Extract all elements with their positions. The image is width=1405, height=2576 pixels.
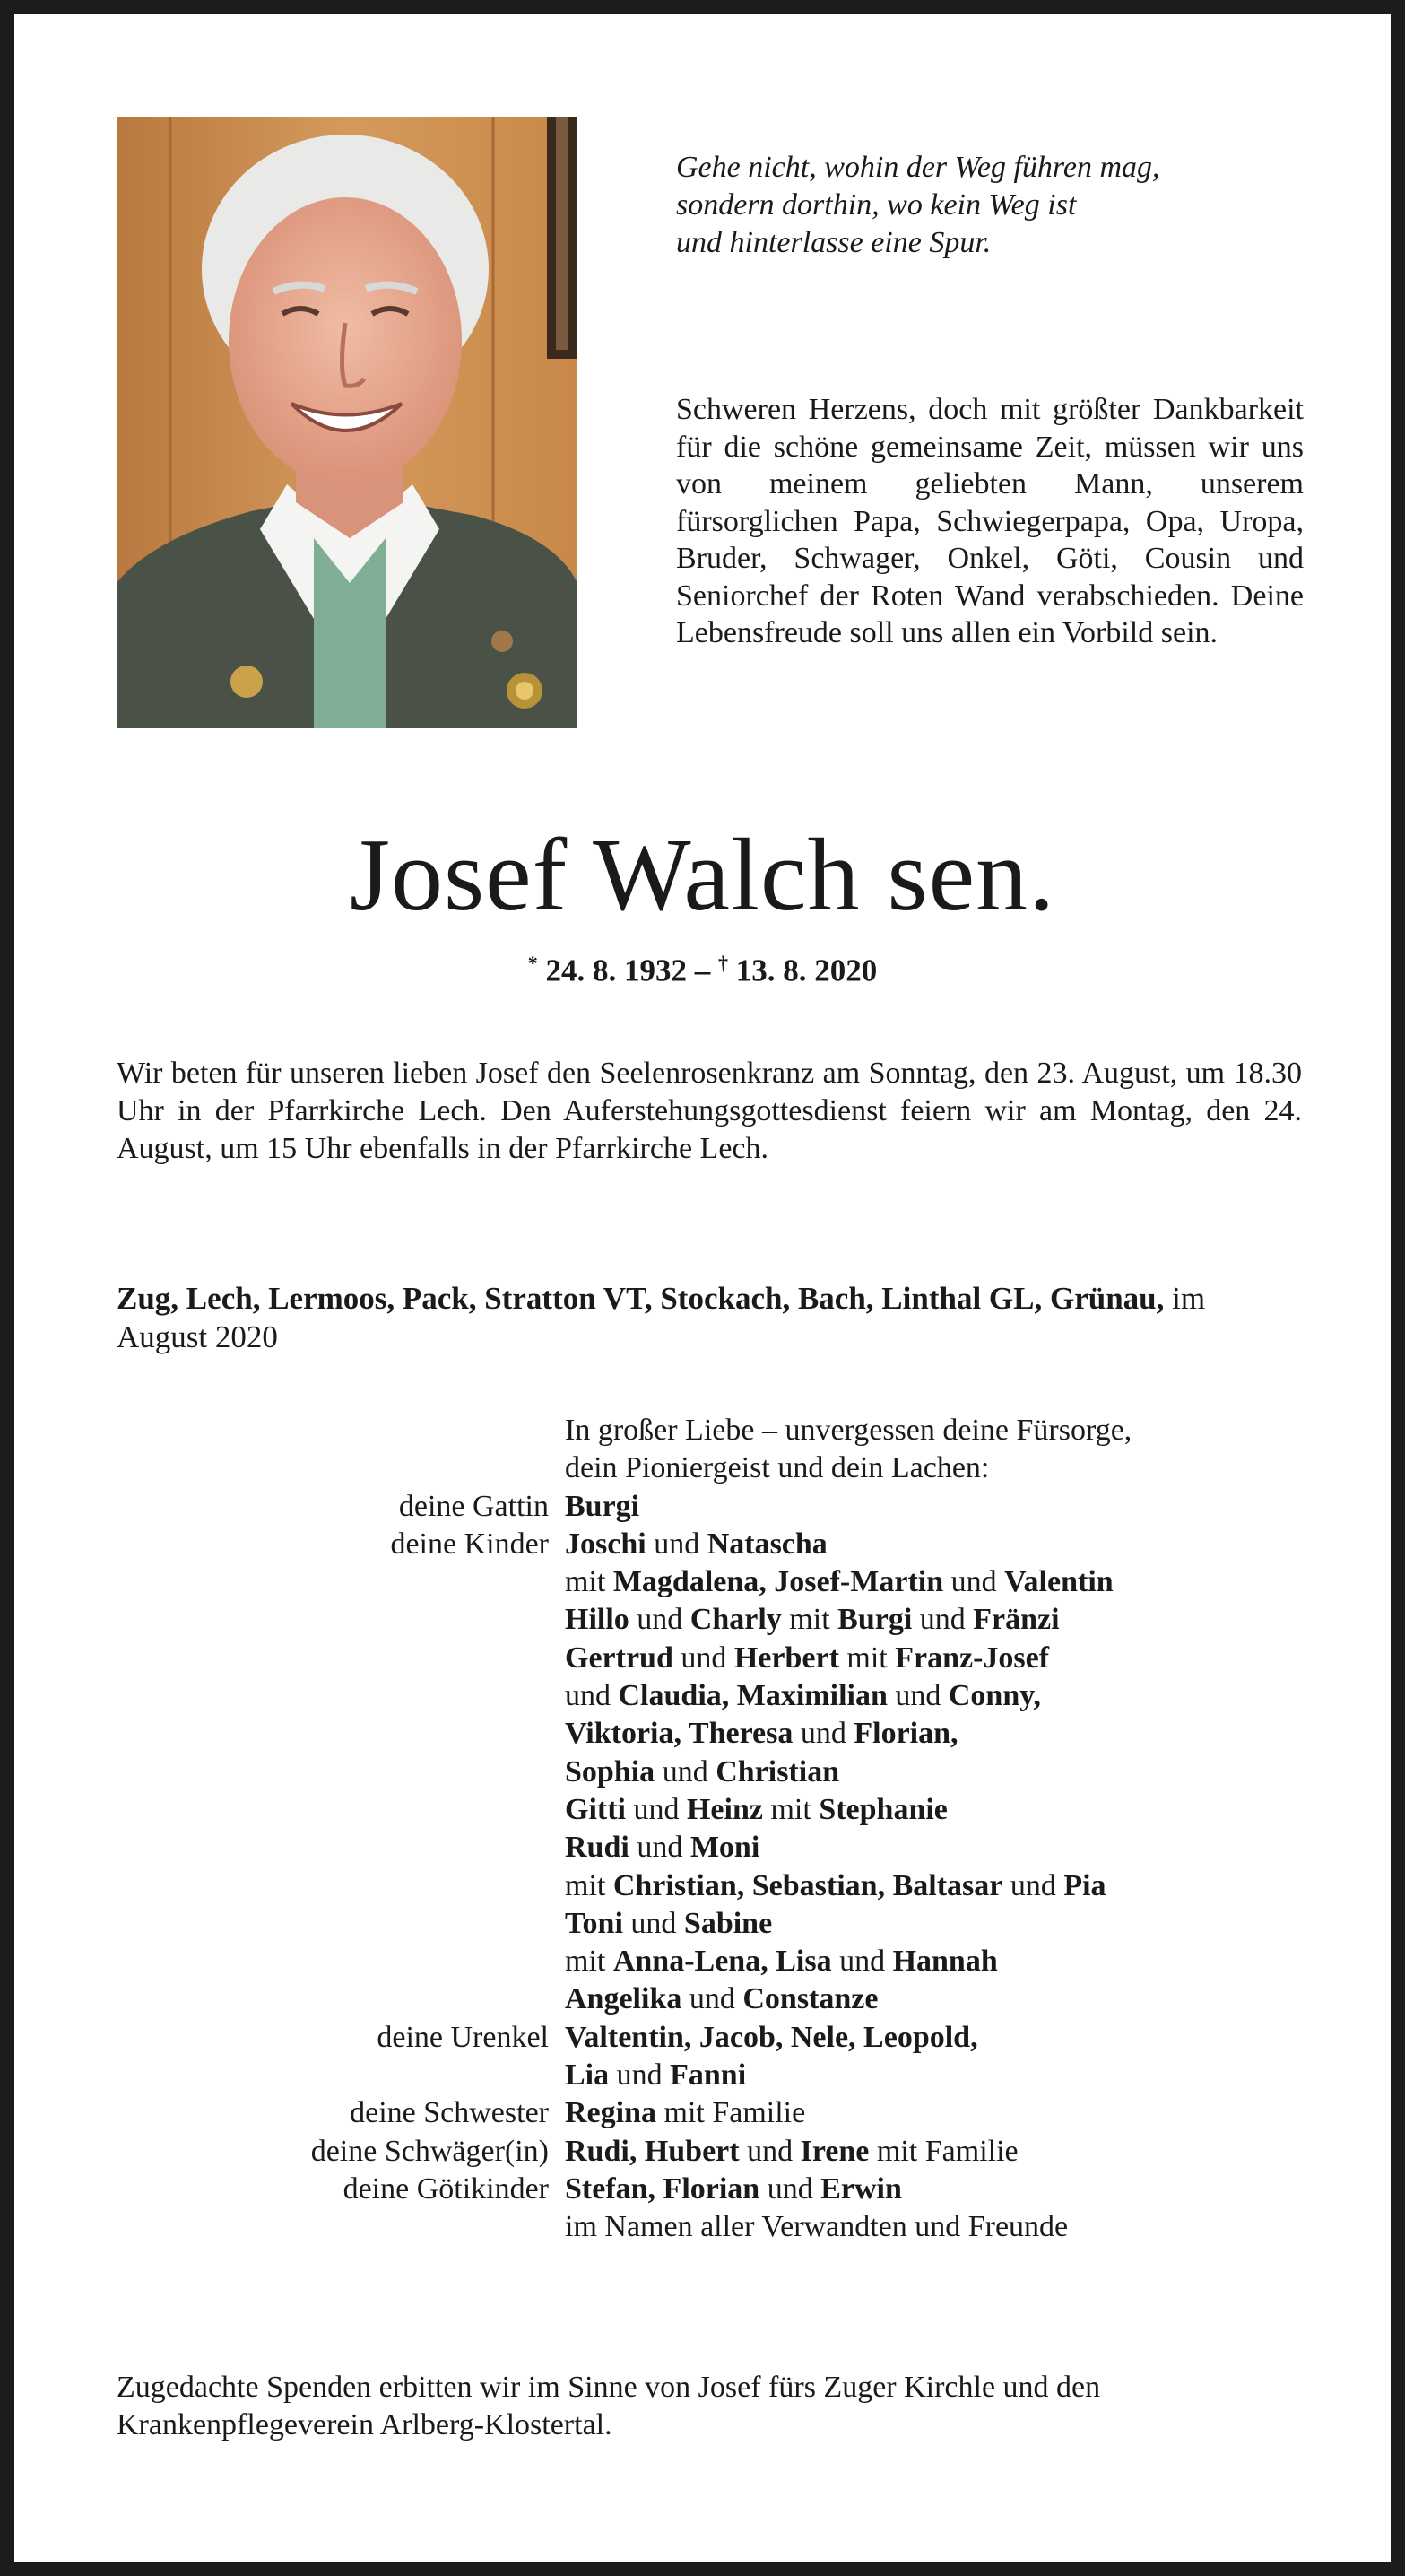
family-connector-text: mit Familie: [869, 2134, 1019, 2168]
family-row: [14, 2171, 1391, 2208]
family-member-name: Magdalena, Josef-Martin: [612, 1565, 944, 1599]
family-row: [14, 1754, 1391, 1791]
family-members: [565, 2208, 1354, 2246]
family-relation-label: [14, 1677, 565, 1715]
family-members: [565, 1412, 1354, 1449]
family-members: [565, 2057, 1354, 2094]
family-members: [565, 2171, 1354, 2208]
family-member-name: Burgi: [565, 1489, 640, 1523]
mass-announcement: Wir beten für unseren lieben Josef den Seelenrosenkranz am Sonntag, den 23. August, um 18.30 Uhr in der Pfarrkirche Lech. Den Auferstehungsgottesdienst feiern wir am Montag, den 24. August, um 15 Uhr ebenfalls in der Pfarrkirche Lech.: [117, 1057, 1302, 1165]
death-symbol: †: [718, 952, 728, 974]
family-connector-text: mit: [565, 1868, 613, 1902]
family-member-name: Constanze: [742, 1982, 879, 2016]
family-row: [14, 1563, 1391, 1601]
family-member-name: Rudi: [565, 1831, 629, 1865]
places-list: Zug, Lech, Lermoos, Pack, Stratton VT, Stockach, Bach, Linthal GL, Grünau,: [117, 1281, 1165, 1316]
family-connector-text: und: [739, 2134, 801, 2168]
family-connector-text: mit Familie: [656, 2096, 806, 2130]
family-relation-label: [14, 1715, 565, 1753]
family-relation-label: [14, 1791, 565, 1829]
family-members: [565, 1943, 1354, 1980]
family-member-name: Rudi, Hubert: [565, 2134, 740, 2168]
family-member-name: Gertrud: [565, 1640, 673, 1675]
family-relation-label: deine Urenkel: [377, 2020, 549, 2054]
family-members: [565, 1640, 1354, 1677]
family-members: [565, 1601, 1354, 1639]
family-relation-label: [14, 1412, 565, 1449]
family-connector-text: und: [793, 1717, 854, 1751]
family-relation-label: deine Schwester: [350, 2096, 549, 2130]
family-member-name: Gitti: [565, 1792, 626, 1826]
portrait-illustration: [117, 117, 577, 728]
family-member-name: Valentin: [1004, 1565, 1114, 1599]
family-members: [565, 2019, 1354, 2057]
family-connector-text: und: [759, 2171, 821, 2206]
family-member-name: Moni: [689, 1831, 760, 1865]
family-connector-text: und: [622, 1906, 684, 1940]
family-connector-text: und: [565, 1679, 619, 1713]
family-member-name: Christian: [716, 1754, 840, 1788]
family-row: [14, 2208, 1391, 2246]
family-row: [14, 1412, 1391, 1449]
family-member-name: Charly: [689, 1603, 782, 1637]
family-member-name: Toni: [565, 1906, 623, 1940]
family-members: [565, 1677, 1354, 1715]
family-relation-label: [14, 1640, 565, 1677]
family-row: [14, 1449, 1391, 1487]
family-row: [14, 1829, 1391, 1867]
family-relation-label: [14, 1867, 565, 1905]
family-row: [14, 2019, 1391, 2057]
family-member-name: Pia: [1063, 1868, 1106, 1902]
family-members: [565, 1449, 1354, 1487]
family-relation-label: [14, 2057, 565, 2094]
family-connector-text: und: [629, 1831, 690, 1865]
family-connector-text: und: [672, 1640, 734, 1675]
family-member-name: Regina: [565, 2096, 656, 2130]
family-member-name: Heinz: [686, 1792, 763, 1826]
family-row: [14, 2057, 1391, 2094]
family-member-name: Valtentin, Jacob, Nele, Leopold,: [565, 2020, 978, 2054]
family-connector-text: mit: [565, 1565, 613, 1599]
motto-quote: [676, 149, 1277, 262]
motto-line: sondern dorthin, wo kein Weg ist: [676, 188, 1077, 222]
family-connector-text: mit: [781, 1603, 838, 1637]
date-separator: –: [687, 953, 718, 988]
family-row: [14, 2133, 1391, 2171]
family-connector-text: mit: [565, 1945, 613, 1979]
family-connector-text: mit: [762, 1792, 820, 1826]
family-connector-text: und: [943, 1565, 1005, 1599]
family-row: [14, 2094, 1391, 2132]
family-connector-text: und: [887, 1679, 949, 1713]
family-member-name: Stephanie: [819, 1792, 948, 1826]
family-connector-text: und: [629, 1603, 690, 1637]
family-member-name: Joschi: [565, 1527, 646, 1561]
family-connector-text: und: [609, 2058, 671, 2093]
places-line: [117, 1279, 1302, 1356]
family-members: [565, 1526, 1354, 1563]
family-connector-text: und: [1002, 1868, 1064, 1902]
portrait-photo: [117, 117, 577, 728]
family-member-name: Burgi: [837, 1603, 913, 1637]
motto-line: und hinterlasse eine Spur.: [676, 226, 992, 259]
motto-line: Gehe nicht, wohin der Weg führen mag,: [676, 151, 1160, 184]
birth-date: 24. 8. 1932: [545, 953, 687, 988]
family-member-name: Stefan, Florian: [565, 2171, 760, 2206]
family-connector-text: und: [655, 1754, 716, 1788]
family-connector-text: im Namen aller Verwandten und Freunde: [565, 2210, 1069, 2244]
family-member-name: Herbert: [733, 1640, 839, 1675]
family-row: [14, 1601, 1391, 1639]
family-relation-label: [14, 1449, 565, 1487]
family-row: [14, 1526, 1391, 1563]
family-row: [14, 1791, 1391, 1829]
family-member-name: Florian,: [854, 1717, 958, 1751]
family-member-name: Hillo: [565, 1603, 629, 1637]
family-member-name: Fränzi: [973, 1603, 1060, 1637]
donation-note: Zugedachte Spenden erbitten wir im Sinne von Josef fürs Zuger Kirchle und den Krankenpflegeverein Arlberg-Klostertal.: [117, 2371, 1101, 2441]
family-relation-label: [14, 2208, 565, 2246]
family-members: [565, 1829, 1354, 1867]
family-connector-text: und: [681, 1982, 743, 2016]
family-member-name: Claudia, Maximilian: [618, 1679, 888, 1713]
family-member-name: Lia: [565, 2058, 610, 2093]
family-relation-label: deine Gattin: [398, 1489, 549, 1523]
family-members: [565, 1563, 1354, 1601]
family-member-name: Sabine: [683, 1906, 773, 1940]
family-member-name: Erwin: [820, 2171, 902, 2206]
intro-paragraph: Schweren Herzens, doch mit größter Dankbarkeit für die schöne gemeinsame Zeit, müssen wir uns von meinem geliebten Mann, unserem fürsorglichen Papa, Schwiegerpapa, Opa, Uropa, Bruder, Schwager, Onkel, Göti, Cousin und Seniorchef der Roten Wand verabschieden. Deine Lebensfreude soll uns allen ein Vorbild sein.: [676, 393, 1304, 649]
family-connector-text: mit: [838, 1640, 896, 1675]
family-list: [14, 1412, 1391, 2247]
places-date: im August 2020: [117, 1281, 1206, 1354]
family-relation-label: [14, 1905, 565, 1943]
life-dates: [14, 944, 1391, 991]
family-relation-label: [14, 1563, 565, 1601]
family-members: [565, 1980, 1354, 2018]
family-member-name: Hannah: [892, 1945, 998, 1979]
family-relation-label: [14, 1754, 565, 1791]
family-members: [565, 1754, 1354, 1791]
family-relation-label: [14, 1829, 565, 1867]
family-connector-text: und: [625, 1792, 687, 1826]
family-member-name: Christian, Sebastian, Baltasar: [612, 1868, 1003, 1902]
death-date: 13. 8. 2020: [735, 953, 878, 988]
family-members: [565, 1905, 1354, 1943]
family-member-name: Irene: [800, 2134, 870, 2168]
family-member-name: Viktoria, Theresa: [565, 1717, 794, 1751]
family-member-name: Angelika: [565, 1982, 682, 2016]
family-relation-label: deine Kinder: [390, 1527, 549, 1561]
birth-symbol: *: [527, 952, 538, 974]
family-relation-label: [14, 1980, 565, 2018]
family-row: [14, 1980, 1391, 2018]
family-row: [14, 1867, 1391, 1905]
family-members: [565, 1867, 1354, 1905]
family-connector-text: In großer Liebe – unvergessen deine Fürsorge,: [565, 1414, 1132, 1447]
obituary-page: [14, 14, 1391, 2562]
family-connector-text: und: [831, 1945, 893, 1979]
family-member-name: Anna-Lena, Lisa: [612, 1945, 832, 1979]
family-relation-label: deine Schwäger(in): [310, 2134, 549, 2168]
family-members: [565, 1791, 1354, 1829]
family-members: [565, 2133, 1354, 2171]
family-relation-label: [14, 1601, 565, 1639]
family-member-name: Fanni: [670, 2058, 747, 2093]
family-connector-text: und: [912, 1603, 974, 1637]
family-connector-text: und: [646, 1527, 707, 1561]
family-row: [14, 1943, 1391, 1980]
family-row: [14, 1715, 1391, 1753]
family-relation-label: deine Götikinder: [343, 2171, 549, 2206]
family-row: [14, 1488, 1391, 1526]
family-members: [565, 1715, 1354, 1753]
family-member-name: Franz-Josef: [895, 1640, 1050, 1675]
family-row: [14, 1640, 1391, 1677]
family-members: [565, 2094, 1354, 2132]
family-members: [565, 1488, 1354, 1526]
family-connector-text: dein Pioniergeist und dein Lachen:: [565, 1451, 990, 1485]
family-row: [14, 1677, 1391, 1715]
deceased-name: Josef Walch sen.: [349, 818, 1056, 933]
family-row: [14, 1905, 1391, 1943]
family-member-name: Sophia: [565, 1754, 655, 1788]
family-member-name: Conny,: [948, 1679, 1041, 1713]
family-relation-label: [14, 1943, 565, 1980]
family-member-name: Natascha: [707, 1527, 828, 1561]
